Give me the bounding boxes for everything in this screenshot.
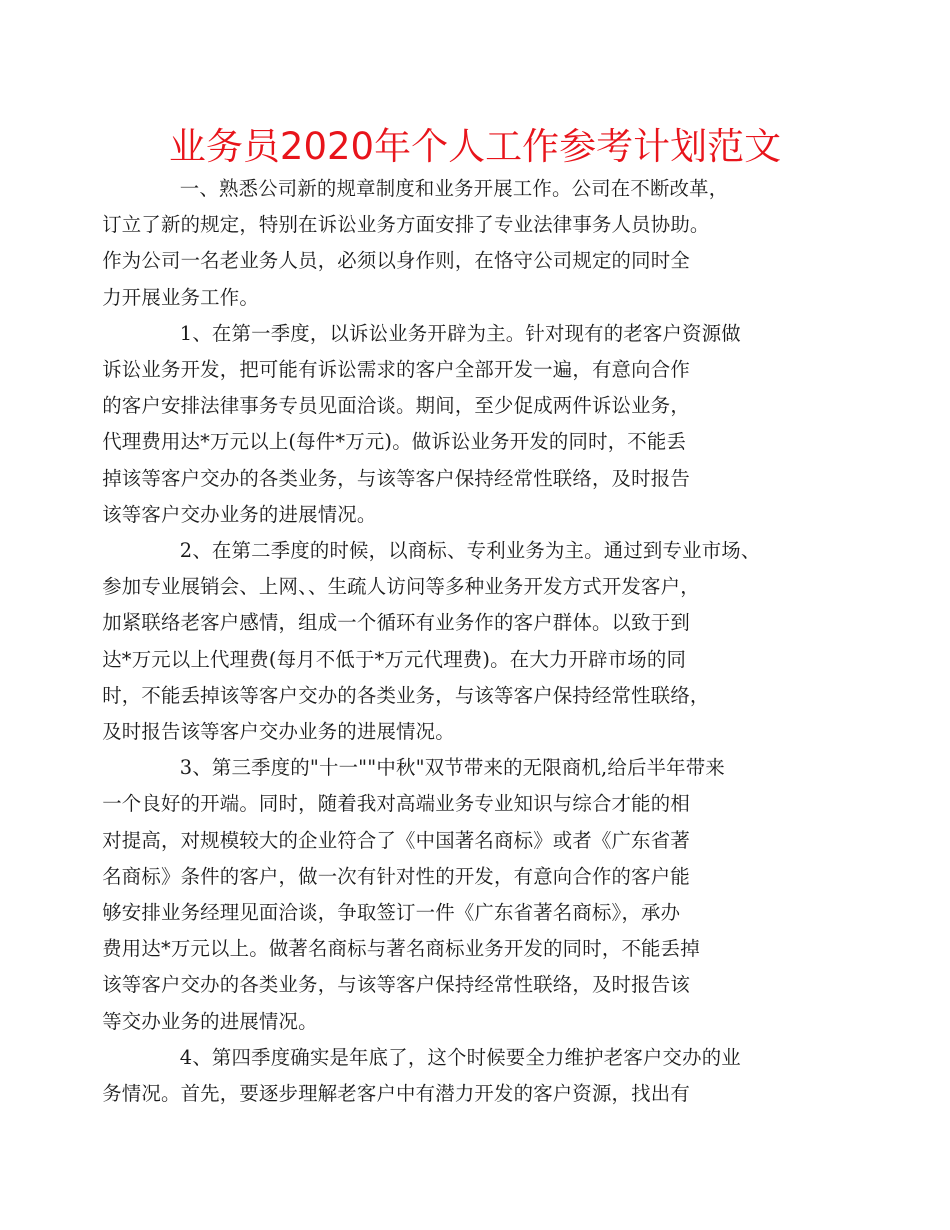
text-line: 参加专业展销会、上网、、生疏人访问等多种业务开发方式开发客户， (102, 575, 700, 599)
text-line: 等交办业务的进展情况。 (102, 1009, 318, 1033)
text-line: 时，不能丢掉该等客户交办的各类业务，与该等客户保持经常性联络， (102, 683, 710, 707)
text-line: 达*万元以上代理费(每月不低于*万元代理费)。在大力开辟市场的同 (102, 647, 687, 671)
document-body (102, 171, 821, 1112)
text-line: 2、在第二季度的时候，以商标、专利业务为主。通过到专业市场、 (179, 539, 761, 563)
text-line: 1、在第一季度，以诉讼业务开辟为主。针对现有的老客户资源做 (179, 321, 741, 345)
paragraph-q4 (102, 1040, 821, 1112)
text-line: 掉该等客户交办的各类业务，与该等客户保持经常性联络，及时报告 (102, 466, 690, 490)
text-line: 对提高，对规模较大的企业符合了《中国著名商标》或者《广东省著 (102, 828, 690, 852)
document-title: 业务员2020年个人工作参考计划范文 (168, 125, 782, 168)
text-line: 够安排业务经理见面洽谈，争取签订一件《广东省著名商标》，承办 (102, 901, 681, 925)
paragraph-intro (102, 171, 821, 316)
text-line: 订立了新的规定，特别在诉讼业务方面安排了专业法律事务人员协助。 (102, 213, 710, 237)
text-line: 该等客户交办业务的进展情况。 (102, 502, 377, 526)
text-line: 作为公司一名老业务人员，必须以身作则，在恪守公司规定的同时全 (102, 249, 690, 273)
paragraph-q3 (102, 750, 821, 1040)
text-line: 该等客户交办的各类业务，与该等客户保持经常性联络，及时报告该 (102, 973, 690, 997)
text-line: 名商标》条件的客户，做一次有针对性的开发，有意向合作的客户能 (102, 864, 690, 888)
text-line: 力开展业务工作。 (102, 285, 259, 309)
text-line: 3、第三季度的"十一""中秋"双节带来的无限商机,给后半年带来 (179, 756, 725, 780)
text-line: 诉讼业务开发，把可能有诉讼需求的客户全部开发一遍，有意向合作 (102, 358, 690, 382)
paragraph-q1 (102, 316, 821, 533)
paragraph-q2 (102, 533, 821, 750)
text-line: 一个良好的开端。同时，随着我对高端业务专业知识与综合才能的相 (102, 792, 690, 816)
text-line: 务情况。首先，要逐步理解老客户中有潜力开发的客户资源，找出有 (102, 1082, 690, 1106)
text-line: 的客户安排法律事务专员见面洽谈。期间，至少促成两件诉讼业务， (102, 394, 690, 418)
text-line: 代理费用达*万元以上(每件*万元)。做诉讼业务开发的同时，不能丢 (102, 430, 687, 454)
text-line: 4、第四季度确实是年底了，这个时候要全力维护老客户交办的业 (179, 1045, 741, 1069)
text-line: 一、熟悉公司新的规章制度和业务开展工作。公司在不断改革， (179, 177, 729, 200)
text-line: 加紧联络老客户感情，组成一个循环有业务作的客户群体。以致于到 (102, 611, 690, 635)
text-line: 费用达*万元以上。做著名商标与著名商标业务开发的同时，不能丢掉 (102, 937, 700, 961)
text-line: 及时报告该等客户交办业务的进展情况。 (102, 720, 455, 744)
